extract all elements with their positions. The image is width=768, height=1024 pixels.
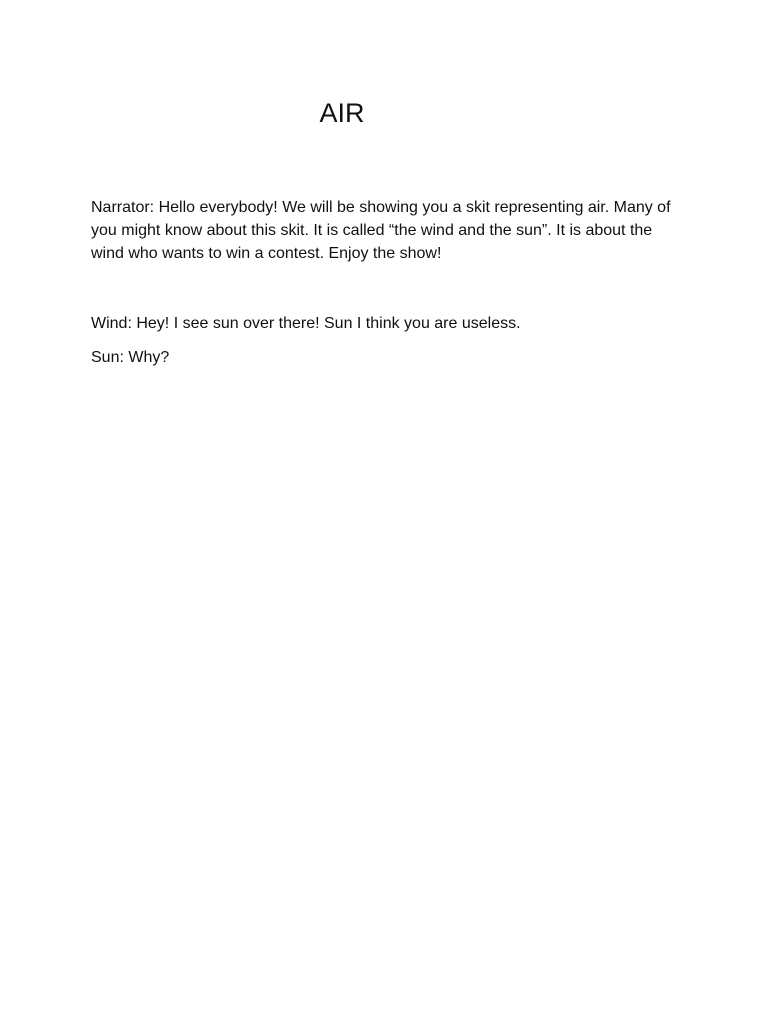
narrator-paragraph: Narrator: Hello everybody! We will be showing you a skit representing air. Many of you might know about this skit. It is called “the wind and the sun”. It is about the wind who wants to win a contest. Enjoy the show!	[91, 199, 671, 262]
sun-line-paragraph: Sun: Why?	[91, 349, 170, 366]
document-title: AIR	[319, 98, 365, 128]
wind-line-paragraph: Wind: Hey! I see sun over there! Sun I think you are useless.	[91, 315, 521, 332]
